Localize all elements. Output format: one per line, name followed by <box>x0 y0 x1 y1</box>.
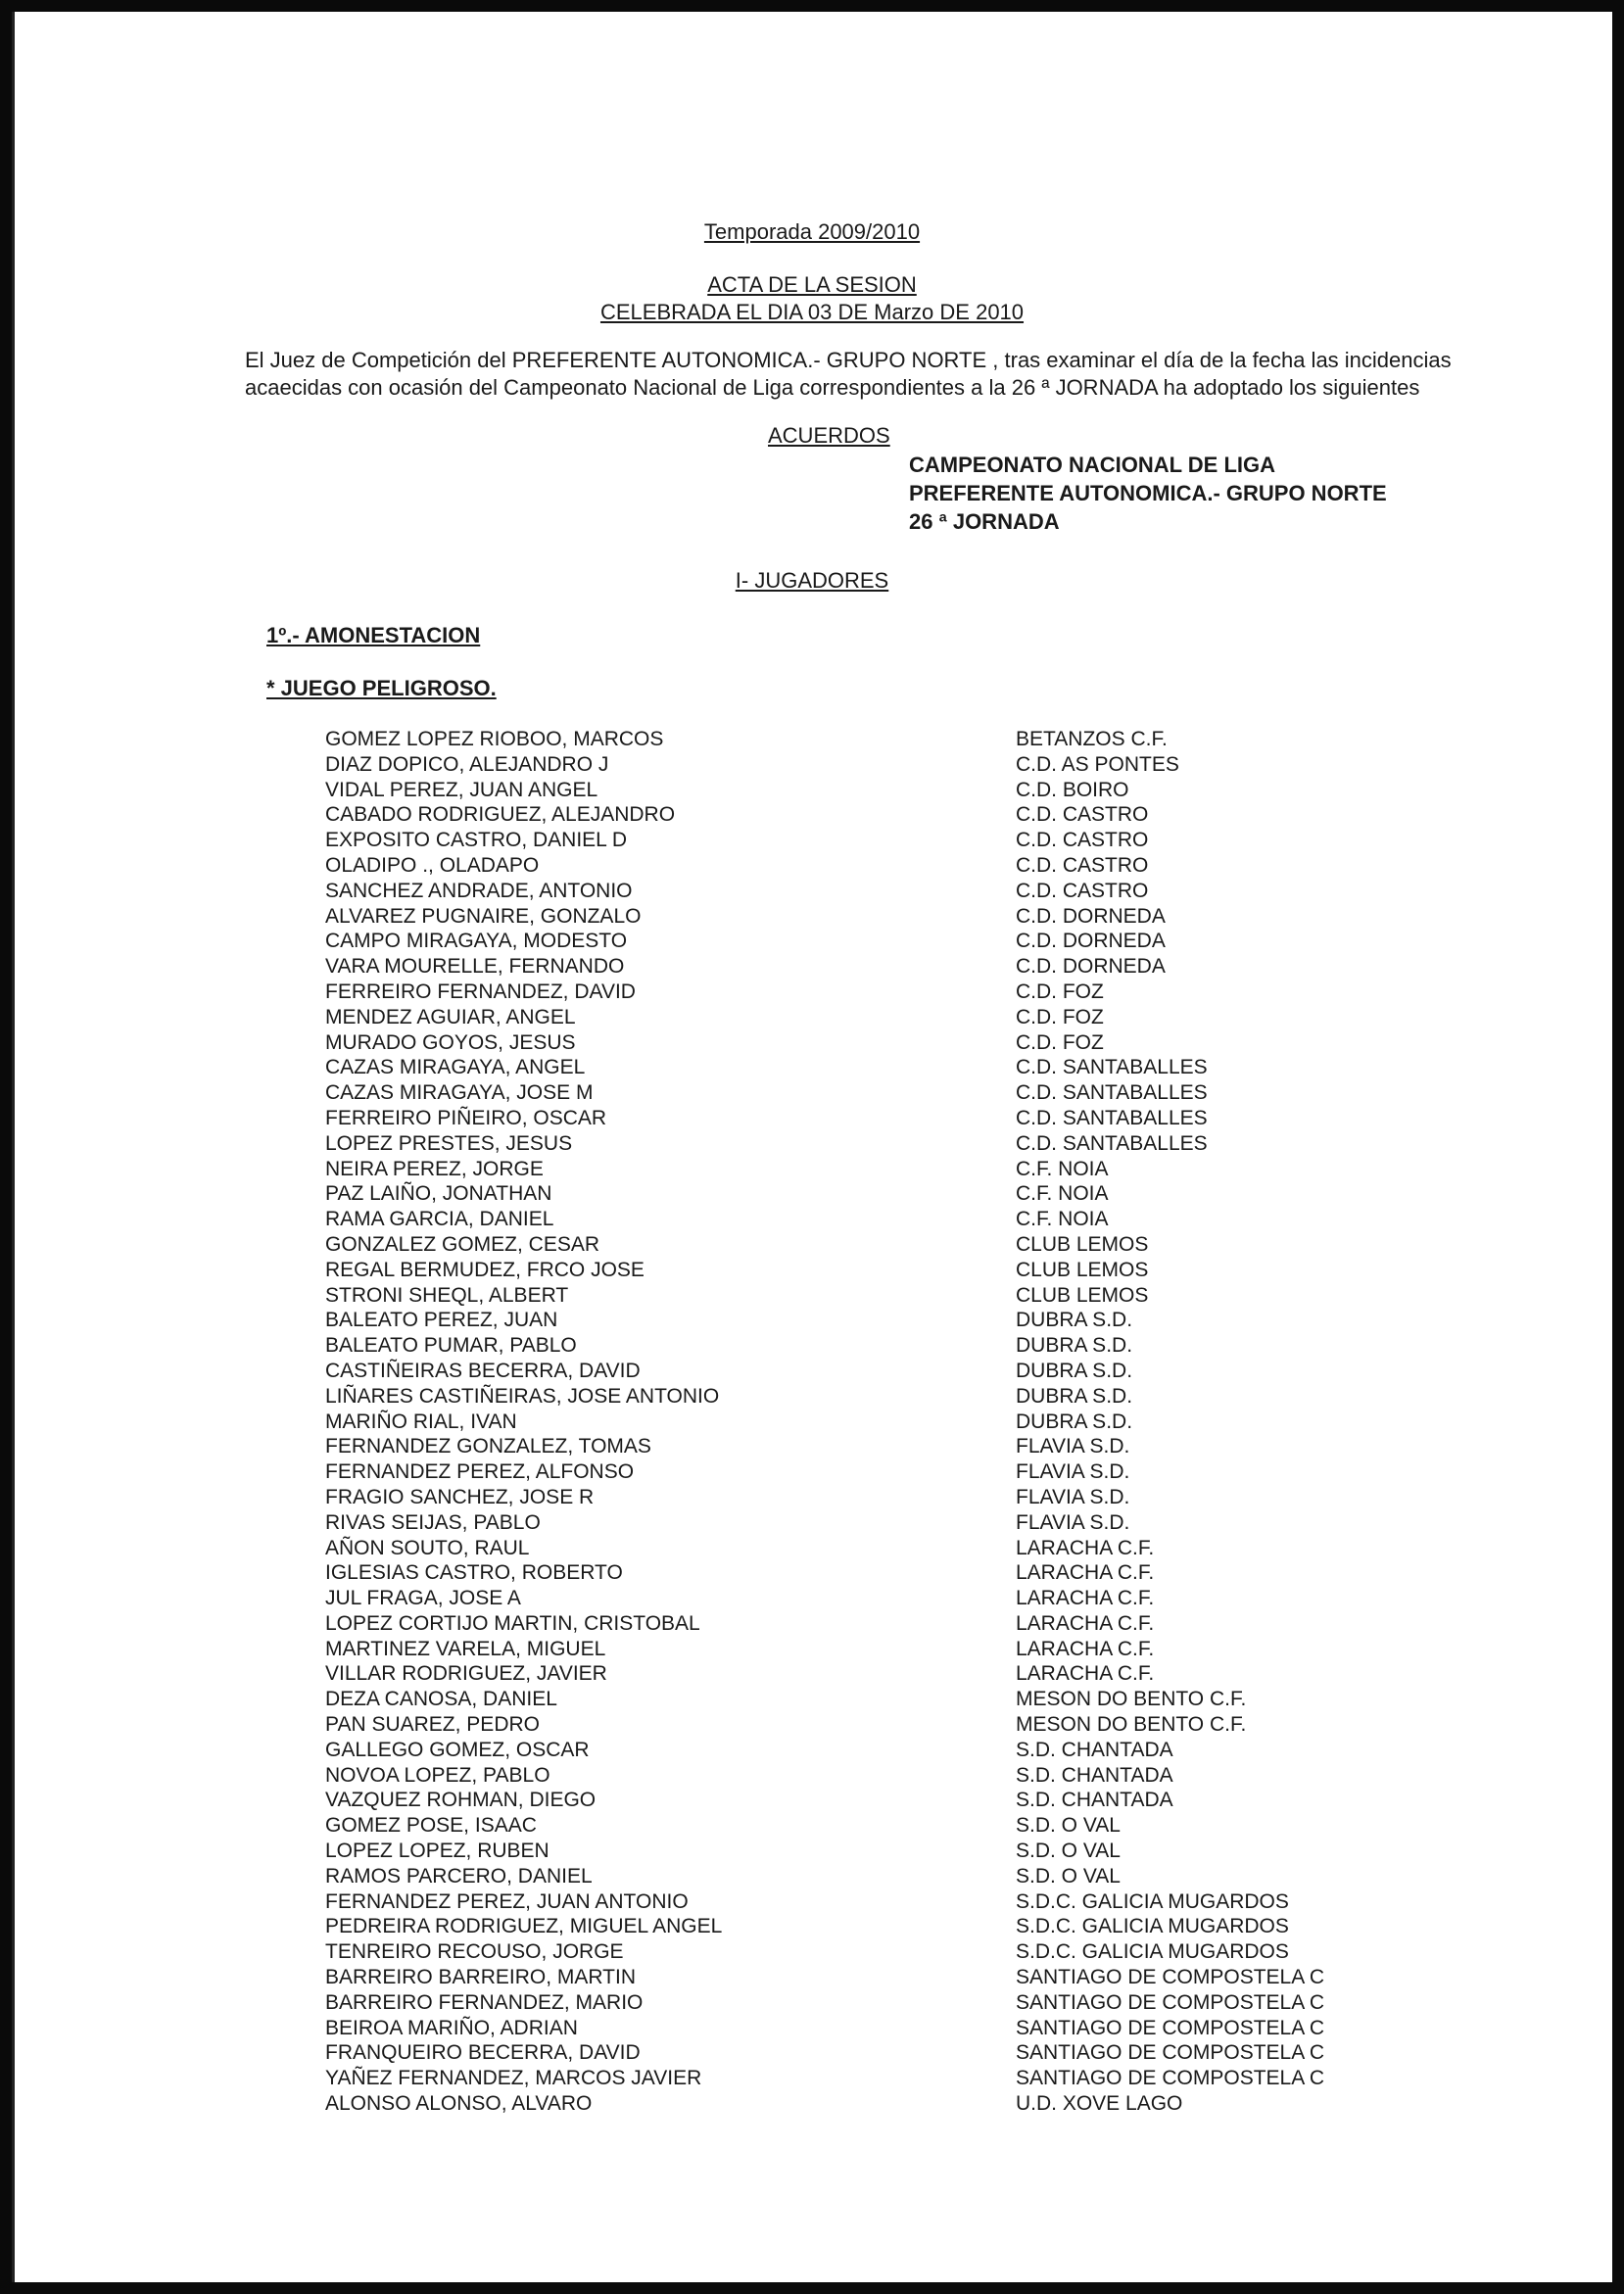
player-row <box>325 1990 1422 2016</box>
player-name: LOPEZ PRESTES, JESUS <box>325 1131 573 1155</box>
player-club: LARACHA C.F. <box>1016 1561 1155 1585</box>
player-row <box>325 1410 1422 1435</box>
player-row <box>325 1106 1422 1131</box>
player-club: C.D. FOZ <box>1016 980 1104 1003</box>
player-club: SANTIAGO DE COMPOSTELA C <box>1016 2041 1325 2065</box>
player-name: BEIROA MARIÑO, ADRIAN <box>325 2016 578 2039</box>
player-row <box>325 1864 1422 1889</box>
category-heading: * JUEGO PELIGROSO. <box>266 676 497 700</box>
player-row <box>325 954 1422 980</box>
player-name: GONZALEZ GOMEZ, CESAR <box>325 1232 600 1256</box>
player-club: DUBRA S.D. <box>1016 1410 1133 1433</box>
player-club: FLAVIA S.D. <box>1016 1510 1130 1534</box>
player-row <box>325 1738 1422 1763</box>
player-row <box>325 1965 1422 1990</box>
player-club: CLUB LEMOS <box>1016 1232 1149 1256</box>
championship-block <box>909 451 1387 536</box>
acta-heading <box>12 271 1612 326</box>
player-name: CAZAS MIRAGAYA, JOSE M <box>325 1081 594 1105</box>
player-name: TENREIRO RECOUSO, JORGE <box>325 1940 624 1964</box>
player-row <box>325 1384 1422 1410</box>
championship-name: CAMPEONATO NACIONAL DE LIGA <box>909 453 1276 477</box>
player-name: FERREIRO FERNANDEZ, DAVID <box>325 980 636 1003</box>
player-row <box>325 1763 1422 1789</box>
player-club: DUBRA S.D. <box>1016 1334 1133 1358</box>
player-row <box>325 1914 1422 1939</box>
player-row <box>325 1181 1422 1207</box>
player-club: LARACHA C.F. <box>1016 1536 1155 1559</box>
player-row <box>325 1637 1422 1662</box>
player-club: SANTIAGO DE COMPOSTELA C <box>1016 1966 1325 1989</box>
intro-paragraph <box>245 347 1518 402</box>
player-club: S.D.C. GALICIA MUGARDOS <box>1016 1889 1289 1913</box>
player-row <box>325 1485 1422 1510</box>
player-row <box>325 1080 1422 1106</box>
player-name: BALEATO PUMAR, PABLO <box>325 1334 577 1358</box>
player-club: BETANZOS C.F. <box>1016 728 1168 750</box>
player-name: MENDEZ AGUIAR, ANGEL <box>325 1005 576 1028</box>
player-name: LOPEZ LOPEZ, RUBEN <box>325 1840 549 1863</box>
player-name: NEIRA PEREZ, JORGE <box>325 1157 544 1180</box>
player-name: VILLAR RODRIGUEZ, JAVIER <box>325 1662 607 1686</box>
player-club: S.D. O VAL <box>1016 1814 1121 1838</box>
player-club: C.D. CASTRO <box>1016 829 1149 852</box>
player-club: C.D. SANTABALLES <box>1016 1056 1208 1079</box>
player-name: PEDREIRA RODRIGUEZ, MIGUEL ANGEL <box>325 1915 723 1938</box>
player-name: ALONSO ALONSO, ALVARO <box>325 2092 593 2116</box>
player-row <box>325 1813 1422 1839</box>
player-club: C.D. SANTABALLES <box>1016 1106 1208 1129</box>
intro-line: acaecidas con ocasión del Campeonato Nacional de Liga correspondientes a la 26 ª JORNADA ha adoptado los siguientes <box>245 375 1420 400</box>
player-row <box>325 1434 1422 1459</box>
player-row <box>325 1283 1422 1309</box>
player-club: FLAVIA S.D. <box>1016 1435 1130 1458</box>
player-club: S.D.C. GALICIA MUGARDOS <box>1016 1915 1289 1938</box>
player-row <box>325 929 1422 954</box>
player-name: YAÑEZ FERNANDEZ, MARCOS JAVIER <box>325 2067 702 2090</box>
player-name: DEZA CANOSA, DANIEL <box>325 1688 557 1711</box>
player-row <box>325 1586 1422 1611</box>
players-list <box>325 727 1422 2117</box>
player-club: C.D. FOZ <box>1016 1030 1104 1054</box>
player-club: C.D. DORNEDA <box>1016 904 1166 928</box>
player-name: GOMEZ POSE, ISAAC <box>325 1814 537 1838</box>
player-row <box>325 752 1422 778</box>
player-row <box>325 1359 1422 1384</box>
player-club: LARACHA C.F. <box>1016 1662 1155 1686</box>
player-name: CAMPO MIRAGAYA, MODESTO <box>325 930 628 953</box>
player-club: C.D. SANTABALLES <box>1016 1131 1208 1155</box>
season-title: Temporada 2009/2010 <box>703 219 921 244</box>
player-row <box>325 1536 1422 1561</box>
acuerdos-heading: ACUERDOS <box>768 423 890 448</box>
scan-edge <box>12 12 15 2282</box>
player-club: MESON DO BENTO C.F. <box>1016 1688 1247 1711</box>
player-row <box>325 1333 1422 1359</box>
player-row <box>325 828 1422 853</box>
player-club: S.D. O VAL <box>1016 1864 1121 1888</box>
player-club: FLAVIA S.D. <box>1016 1460 1130 1484</box>
player-name: IGLESIAS CASTRO, ROBERTO <box>325 1561 623 1585</box>
player-row <box>325 1939 1422 1965</box>
player-name: FERNANDEZ PEREZ, ALFONSO <box>325 1460 635 1484</box>
player-club: S.D. CHANTADA <box>1016 1763 1173 1787</box>
player-row <box>325 1788 1422 1813</box>
player-row <box>325 1005 1422 1030</box>
player-row <box>325 1157 1422 1182</box>
player-club: SANTIAGO DE COMPOSTELA C <box>1016 2067 1325 2090</box>
player-name: FERNANDEZ PEREZ, JUAN ANTONIO <box>325 1889 689 1913</box>
section-title: I- JUGADORES <box>735 568 889 593</box>
player-name: MURADO GOYOS, JESUS <box>325 1030 576 1054</box>
player-name: CASTIÑEIRAS BECERRA, DAVID <box>325 1359 641 1382</box>
player-row <box>325 802 1422 828</box>
player-row <box>325 1611 1422 1637</box>
player-club: C.D. AS PONTES <box>1016 752 1179 776</box>
player-name: RIVAS SEIJAS, PABLO <box>325 1510 541 1534</box>
player-name: VAZQUEZ ROHMAN, DIEGO <box>325 1789 597 1812</box>
player-name: SANCHEZ ANDRADE, ANTONIO <box>325 879 633 902</box>
player-row <box>325 1308 1422 1333</box>
player-row <box>325 2016 1422 2041</box>
player-row <box>325 904 1422 930</box>
player-row <box>325 1207 1422 1232</box>
player-name: LIÑARES CASTIÑEIRAS, JOSE ANTONIO <box>325 1384 720 1408</box>
player-club: C.D. BOIRO <box>1016 778 1129 801</box>
player-club: U.D. XOVE LAGO <box>1016 2092 1183 2116</box>
player-name: PAZ LAIÑO, JONATHAN <box>325 1182 552 1206</box>
document-page <box>12 12 1612 2282</box>
player-club: SANTIAGO DE COMPOSTELA C <box>1016 1990 1325 2014</box>
player-row <box>325 980 1422 1005</box>
player-name: DIAZ DOPICO, ALEJANDRO J <box>325 752 609 776</box>
player-club: C.D. CASTRO <box>1016 853 1149 877</box>
player-row <box>325 778 1422 803</box>
player-row <box>325 1055 1422 1080</box>
acta-date: CELEBRADA EL DIA 03 DE Marzo DE 2010 <box>599 300 1025 324</box>
player-row <box>325 1889 1422 1915</box>
player-club: DUBRA S.D. <box>1016 1309 1133 1332</box>
player-name: LOPEZ CORTIJO MARTIN, CRISTOBAL <box>325 1611 700 1635</box>
player-name: REGAL BERMUDEZ, FRCO JOSE <box>325 1258 645 1281</box>
player-row <box>325 1459 1422 1485</box>
player-row <box>325 1687 1422 1712</box>
player-club: C.D. CASTRO <box>1016 803 1149 827</box>
player-club: CLUB LEMOS <box>1016 1283 1149 1307</box>
player-club: S.D. CHANTADA <box>1016 1789 1173 1812</box>
player-name: FERREIRO PIÑEIRO, OSCAR <box>325 1106 607 1129</box>
player-row <box>325 1232 1422 1258</box>
player-club: SANTIAGO DE COMPOSTELA C <box>1016 2016 1325 2039</box>
player-club: C.F. NOIA <box>1016 1208 1109 1231</box>
player-row <box>325 1131 1422 1157</box>
player-club: C.D. DORNEDA <box>1016 930 1166 953</box>
player-row <box>325 1560 1422 1586</box>
player-name: OLADIPO ., OLADAPO <box>325 853 540 877</box>
player-row <box>325 853 1422 879</box>
player-club: S.D. O VAL <box>1016 1840 1121 1863</box>
player-club: C.D. CASTRO <box>1016 879 1149 902</box>
player-club: C.D. DORNEDA <box>1016 955 1166 979</box>
sanction-heading: 1º.- AMONESTACION <box>266 623 481 647</box>
player-name: JUL FRAGA, JOSE A <box>325 1587 521 1610</box>
player-club: CLUB LEMOS <box>1016 1258 1149 1281</box>
player-name: FERNANDEZ GONZALEZ, TOMAS <box>325 1435 651 1458</box>
player-club: C.F. NOIA <box>1016 1157 1109 1180</box>
player-name: AÑON SOUTO, RAUL <box>325 1536 530 1559</box>
player-name: VIDAL PEREZ, JUAN ANGEL <box>325 778 598 801</box>
player-club: LARACHA C.F. <box>1016 1587 1155 1610</box>
player-row <box>325 1661 1422 1687</box>
player-club: DUBRA S.D. <box>1016 1359 1133 1382</box>
player-name: BALEATO PEREZ, JUAN <box>325 1309 558 1332</box>
player-name: BARREIRO BARREIRO, MARTIN <box>325 1966 636 1989</box>
player-row <box>325 2066 1422 2091</box>
player-row <box>325 2040 1422 2066</box>
player-row <box>325 727 1422 752</box>
intro-line: El Juez de Competición del PREFERENTE AUTONOMICA.- GRUPO NORTE , tras examinar el día de la fecha las incidencias <box>245 348 1452 372</box>
player-club: C.D. FOZ <box>1016 1005 1104 1028</box>
player-name: CABADO RODRIGUEZ, ALEJANDRO <box>325 803 676 827</box>
player-name: STRONI SHEQL, ALBERT <box>325 1283 569 1307</box>
player-club: S.D.C. GALICIA MUGARDOS <box>1016 1940 1289 1964</box>
championship-group: PREFERENTE AUTONOMICA.- GRUPO NORTE <box>909 481 1387 505</box>
player-row <box>325 1712 1422 1738</box>
player-row <box>325 1510 1422 1536</box>
player-name: MARTINEZ VARELA, MIGUEL <box>325 1637 606 1660</box>
player-row <box>325 879 1422 904</box>
player-name: MARIÑO RIAL, IVAN <box>325 1410 517 1433</box>
player-club: C.F. NOIA <box>1016 1182 1109 1206</box>
player-name: GALLEGO GOMEZ, OSCAR <box>325 1738 590 1761</box>
player-row <box>325 1839 1422 1864</box>
player-name: ALVAREZ PUGNAIRE, GONZALO <box>325 904 642 928</box>
championship-round: 26 ª JORNADA <box>909 509 1060 534</box>
player-name: GOMEZ LOPEZ RIOBOO, MARCOS <box>325 728 664 750</box>
acta-title: ACTA DE LA SESION <box>707 272 917 297</box>
player-name: FRAGIO SANCHEZ, JOSE R <box>325 1485 595 1508</box>
player-row <box>325 2091 1422 2117</box>
player-name: RAMA GARCIA, DANIEL <box>325 1208 554 1231</box>
player-club: S.D. CHANTADA <box>1016 1738 1173 1761</box>
player-name: EXPOSITO CASTRO, DANIEL D <box>325 829 628 852</box>
player-name: BARREIRO FERNANDEZ, MARIO <box>325 1990 644 2014</box>
player-name: RAMOS PARCERO, DANIEL <box>325 1864 593 1888</box>
player-name: NOVOA LOPEZ, PABLO <box>325 1763 550 1787</box>
player-name: FRANQUEIRO BECERRA, DAVID <box>325 2041 641 2065</box>
player-row <box>325 1258 1422 1283</box>
player-name: VARA MOURELLE, FERNANDO <box>325 955 625 979</box>
player-club: DUBRA S.D. <box>1016 1384 1133 1408</box>
player-club: MESON DO BENTO C.F. <box>1016 1713 1247 1737</box>
player-row <box>325 1030 1422 1056</box>
player-club: FLAVIA S.D. <box>1016 1485 1130 1508</box>
player-club: LARACHA C.F. <box>1016 1637 1155 1660</box>
player-club: LARACHA C.F. <box>1016 1611 1155 1635</box>
player-name: CAZAS MIRAGAYA, ANGEL <box>325 1056 586 1079</box>
player-name: PAN SUAREZ, PEDRO <box>325 1713 540 1737</box>
player-club: C.D. SANTABALLES <box>1016 1081 1208 1105</box>
